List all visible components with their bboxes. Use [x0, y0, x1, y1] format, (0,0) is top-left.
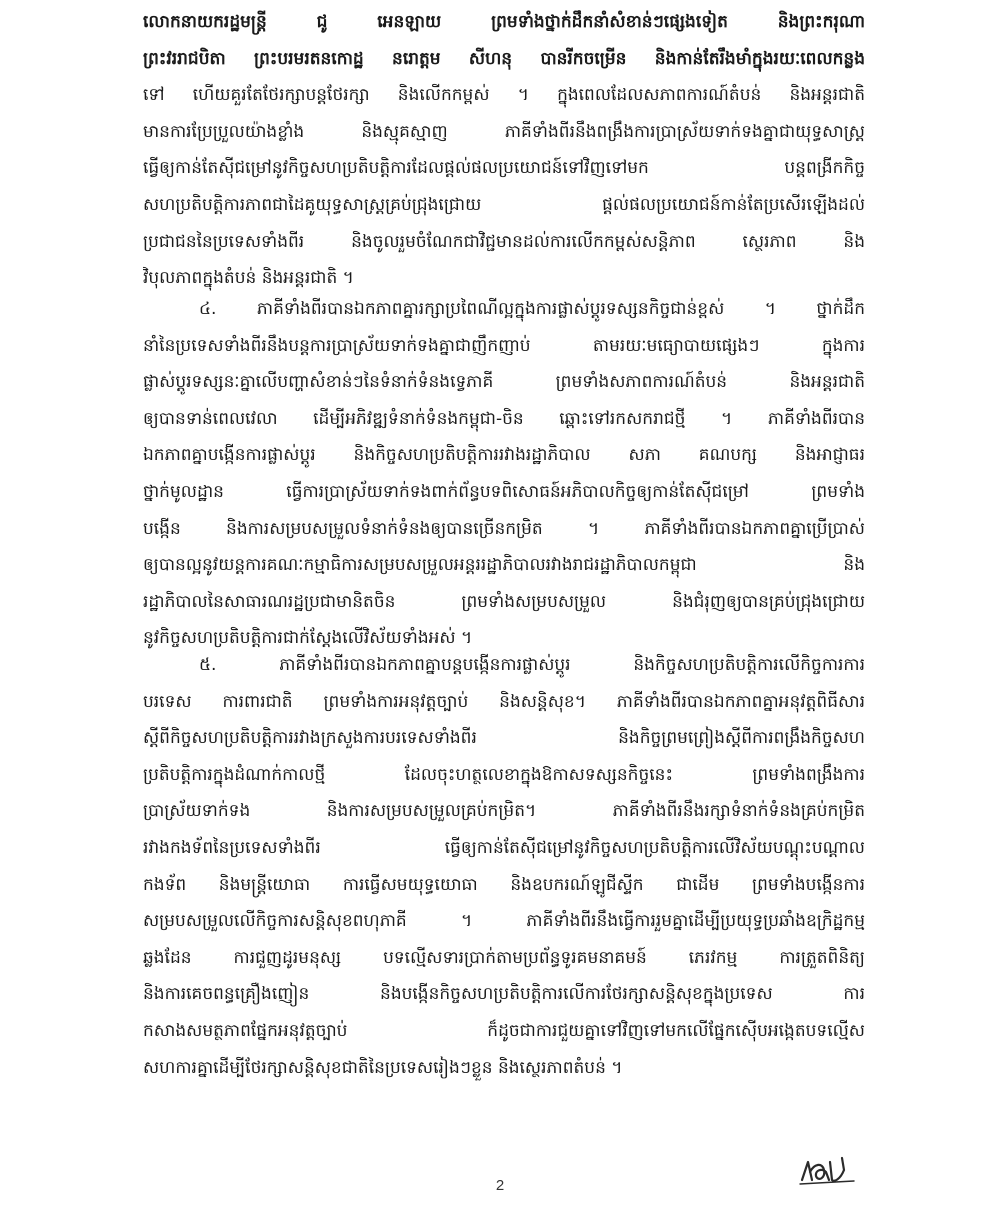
text-line: បង្កើន និងការសម្របសម្រួលទំនាក់ទំនងឲ្យបានច្រើនកម្រិត ។ ភាគីទាំងពីរបានឯកភាពគ្នាប្រើប្រាស់ — [143, 518, 865, 539]
text-line: រវាងកងទ័ពនៃប្រទេសទាំងពីរ ធ្វើឲ្យកាន់តែស៊ីជម្រៅនូវកិច្ចសហប្រតិបត្តិការលើវិស័យបណ្តុះបណ្តាល — [143, 837, 865, 858]
text-line: សហប្រតិបត្តិការភាពជាដៃគូយុទ្ធសាស្ត្រគ្រប់ជ្រុងជ្រោយ ផ្តល់ផលប្រយោជន៍កាន់តែប្រសើរឡើងដល់ — [143, 194, 865, 215]
text-line: ប្រជាជននៃប្រទេសទាំងពីរ និងចូលរួមចំណែកជាវិជ្ជមានដល់ការលើកកម្ពស់សន្តិភាព ស្ថេរភាព និង — [143, 231, 865, 252]
page-number: 2 — [495, 1177, 505, 1194]
text-line: ឲ្យបានទាន់ពេលវេលា ដើម្បីអភិវឌ្ឍទំនាក់ទំនងកម្ពុជា-ចិន ឆ្ពោះទៅរកសករាជថ្មី ។ ភាគីទាំងពីរបាន — [143, 408, 865, 429]
text-line: លោកនាយករដ្ឋមន្ត្រី ជូ អេនឡាយ ព្រមទាំងថ្នាក់ដឹកនាំសំខាន់ៗផ្សេងទៀត និងព្រះករុណា — [143, 12, 865, 32]
text-line: ៤. ភាគីទាំងពីរបានឯកភាពគ្នារក្សាប្រពៃណីល្អក្នុងការផ្លាស់ប្តូរទស្សនកិច្ចជាន់ខ្ពស់ ។ ថ្នាក់ដឹក — [199, 299, 865, 319]
text-line: រដ្ឋាភិបាលនៃសាធារណរដ្ឋប្រជាមានិតចិន ព្រមទាំងសម្របសម្រួល និងជំរុញឲ្យបានគ្រប់ជ្រុងជ្រោយ — [143, 591, 865, 612]
text-line: ទៅ ហើយគួរតែថែរក្សាបន្តថែរក្សា និងលើកកម្ពស់ ។ ក្នុងពេលដែលសភាពការណ៍តំបន់ និងអន្តរជាតិ — [143, 85, 865, 106]
text-line: កសាងសមត្ថភាពផ្នែកអនុវត្តច្បាប់ ក៏ដូចជាការជួយគ្នាទៅវិញទៅមកលើផ្នែកស៊ើបអង្កេតបទល្មើស — [143, 1020, 865, 1041]
text-line: ឲ្យបានល្អនូវយន្តការគណៈកម្មាធិការសម្របសម្រួលអន្តររដ្ឋាភិបាលរវាងរាជរដ្ឋាភិបាលកម្ពុជា និង — [143, 555, 865, 576]
text-line: សម្របសម្រួលលើកិច្ចការសន្តិសុខពហុភាគី ។ ភាគីទាំងពីរនឹងធ្វើការរួមគ្នាដើម្បីប្រយុទ្ធប្រឆាំងឧក្រិដ្ឋកម្ម — [143, 911, 865, 932]
text-line: ផ្លាស់ប្តូរទស្សនៈគ្នាលើបញ្ហាសំខាន់ៗនៃទំនាក់ទំនងទ្វេភាគី ព្រមទាំងសភាពការណ៍តំបន់ និងអន្តរជាតិ — [143, 372, 865, 393]
text-line: វិបុលភាពក្នុងតំបន់ និងអន្តរជាតិ ។ — [143, 268, 354, 289]
text-line: ធ្វើឲ្យកាន់តែស៊ីជម្រៅនូវកិច្ចសហប្រតិបត្តិការដែលផ្តល់ផលប្រយោជន៍ទៅវិញទៅមក បន្តពង្រីកកិច្ច — [143, 158, 865, 179]
text-line: ឆ្លងដែន ការជួញដូរមនុស្ស បទល្មើសទារប្រាក់តាមប្រព័ន្ធទូរគមនាគមន៍ ភេរវកម្ម ការត្រួតពិនិត្យ — [143, 947, 865, 968]
text-line: ថ្នាក់មូលដ្ឋាន ធ្វើការប្រាស្រ័យទាក់ទងពាក់ព័ន្ធបទពិសោធន៍អភិបាលកិច្ចឲ្យកាន់តែស៊ីជម្រៅ ព្រមទាំង — [143, 481, 865, 502]
text-line: ស្តីពីកិច្ចសហប្រតិបត្តិការរវាងក្រសួងការបរទេសទាំងពីរ និងកិច្ចព្រមព្រៀងស្តីពីការពង្រឹងកិច្ចសហ — [143, 728, 865, 749]
text-line: ៥. ភាគីទាំងពីរបានឯកភាពគ្នាបន្តបង្កើនការផ្លាស់ប្តូរ និងកិច្ចសហប្រតិបត្តិការលើកិច្ចការការ — [199, 655, 865, 675]
paragraph-5 — [143, 647, 865, 1086]
text-line: ឯកភាពគ្នាបង្កើនការផ្លាស់ប្តូរ និងកិច្ចសហប្រតិបត្តិការរវាងរដ្ឋាភិបាល សភា គណបក្ស និងអាជ្ញាធរ — [143, 445, 865, 466]
text-line: ប្រតិបត្តិការក្នុងដំណាក់កាលថ្មី ដែលចុះហត្ថលេខាក្នុងឱកាសទស្សនកិច្ចនេះ ព្រមទាំងពង្រឹងការ — [143, 764, 865, 785]
paragraph-4 — [143, 291, 865, 657]
paragraph-continuation — [143, 4, 865, 297]
text-line: ព្រះវររាជបិតា ព្រះបរមរតនកោដ្ឋ នរោត្តម សីហនុ បានរីកចម្រើន និងកាន់តែរឹងមាំក្នុងរយៈពេលកន្លង — [143, 48, 865, 69]
text-line: និងការគេចពន្ធគ្រឿងញៀន និងបង្កើនកិច្ចសហប្រតិបត្តិការលើការថែរក្សាសន្តិសុខក្នុងប្រទេស ការ — [143, 984, 865, 1005]
text-line: ប្រាស្រ័យទាក់ទង និងការសម្របសម្រួលគ្រប់កម្រិត។ ភាគីទាំងពីរនឹងរក្សាទំនាក់ទំនងគ្រប់កម្រិត — [143, 801, 865, 822]
text-line: សហការគ្នាដើម្បីថែរក្សាសន្តិសុខជាតិនៃប្រទេសរៀងៗខ្លួន និងស្ថេរភាពតំបន់ ។ — [143, 1057, 623, 1078]
text-line: មានការប្រែប្រួលយ៉ាងខ្លាំង និងស្មុគស្មាញ ភាគីទាំងពីរនឹងពង្រឹងការប្រាស្រ័យទាក់ទងគ្នាជាយុទ្ធសាស្ត្រ — [143, 121, 865, 142]
text-line: បរទេស ការពារជាតិ ព្រមទាំងការអនុវត្តច្បាប់ និងសន្តិសុខ។ ភាគីទាំងពីរបានឯកភាពគ្នាអនុវត្តពិធីសារ — [143, 691, 865, 712]
text-line: នាំនៃប្រទេសទាំងពីរនឹងបន្តការប្រាស្រ័យទាក់ទងគ្នាជាញឹកញាប់ តាមរយៈមធ្យោបាយផ្សេងៗ ក្នុងការ — [143, 335, 865, 356]
text-line: នូវកិច្ចសហប្រតិបត្តិការជាក់ស្តែងលើវិស័យទាំងអស់ ។ — [143, 628, 473, 649]
text-line: កងទ័ព និងមន្ត្រីយោធា ការធ្វើសមយុទ្ធយោធា និងឧបករណ៍ឡូជីស្ទីក ជាដើម ព្រមទាំងបង្កើនការ — [143, 874, 865, 895]
